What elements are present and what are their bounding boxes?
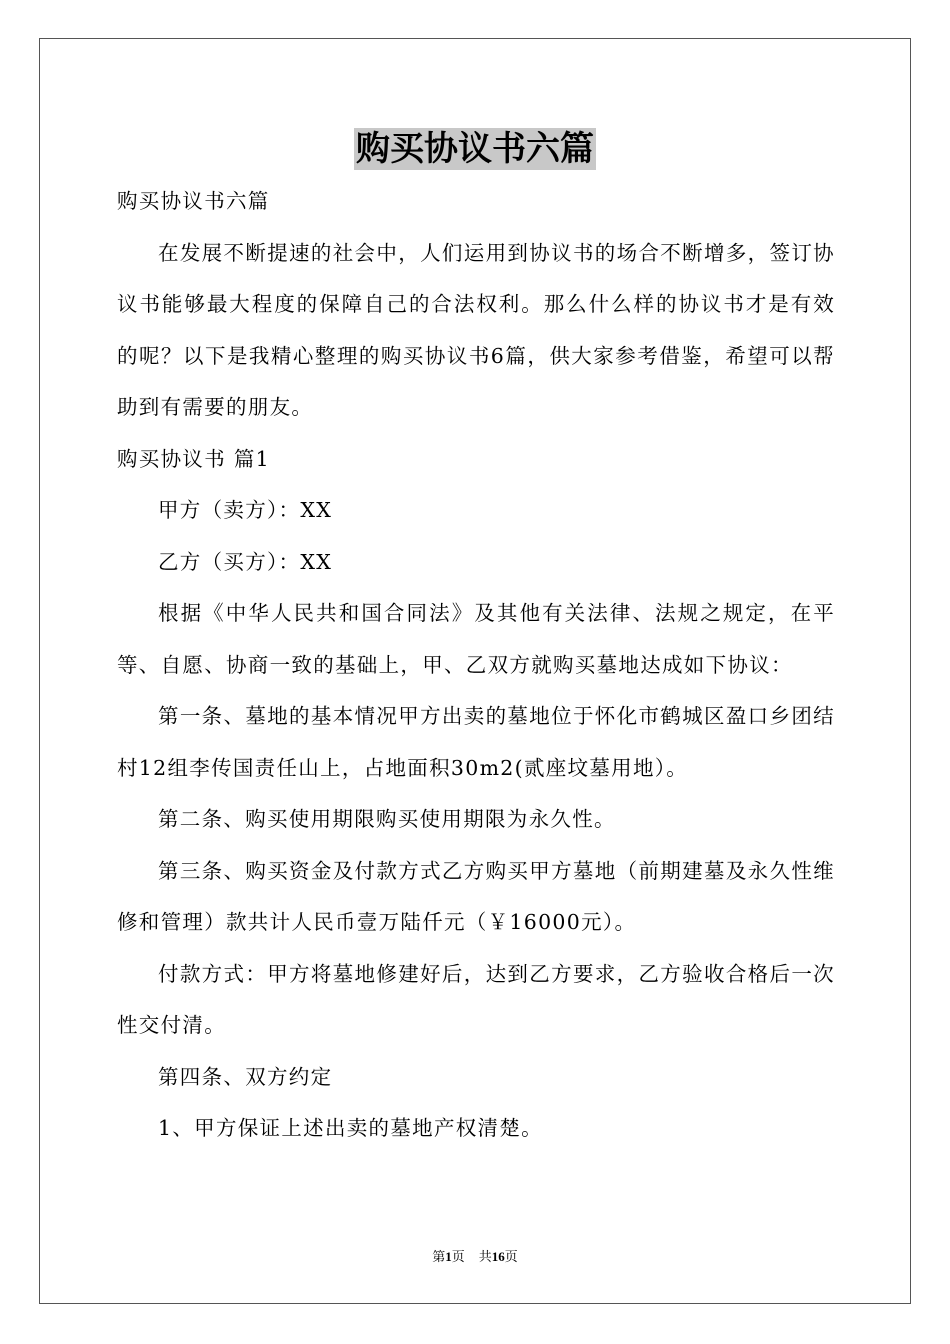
payment-method-paragraph: 付款方式：甲方将墓地修建好后，达到乙方要求，乙方验收合格后一次性交付清。 bbox=[117, 961, 835, 1037]
article-4-heading: 第四条、双方约定 bbox=[158, 1064, 333, 1089]
current-page-number: 1 bbox=[445, 1249, 452, 1264]
document-body bbox=[117, 176, 835, 1155]
article-1-paragraph: 第一条、墓地的基本情况甲方出卖的墓地位于怀化市鹤城区盈口乡团结村12组李传国责任山上，占地面积30m2(贰座坟墓用地）。 bbox=[117, 704, 835, 780]
page-suffix: 页 bbox=[451, 1249, 465, 1264]
basis-paragraph: 根据《中华人民共和国合同法》及其他有关法律、法规之规定，在平等、自愿、协商一致的基础上，甲、乙双方就购买墓地达成如下协议： bbox=[117, 601, 835, 677]
party-a-line: 甲方（卖方）：XX bbox=[158, 498, 333, 522]
total-suffix: 页 bbox=[504, 1249, 518, 1264]
intro-paragraph: 在发展不断提速的社会中，人们运用到协议书的场合不断增多，签订协议书能够最大程度的保障自己的合法权利。那么什么样的协议书才是有效的呢？以下是我精心整理的购买协议书6篇，供大家参考借鉴，希望可以帮助到有需要的朋友。 bbox=[117, 240, 835, 419]
total-page-number: 16 bbox=[491, 1249, 505, 1264]
document-title: 购买协议书六篇 bbox=[356, 129, 594, 169]
party-b-line: 乙方（买方）：XX bbox=[158, 549, 333, 574]
clause-1-paragraph: 1、甲方保证上述出卖的墓地产权清楚。 bbox=[158, 1116, 543, 1140]
section-heading: 购买协议书 篇1 bbox=[117, 446, 270, 471]
total-prefix: 共 bbox=[478, 1249, 492, 1264]
title-container bbox=[0, 128, 950, 170]
page-prefix: 第 bbox=[432, 1249, 446, 1264]
subtitle-paragraph: 购买协议书六篇 bbox=[117, 189, 270, 213]
page-footer bbox=[0, 1248, 950, 1267]
article-2-paragraph: 第二条、购买使用期限购买使用期限为永久性。 bbox=[158, 807, 616, 831]
article-3-paragraph: 第三条、购买资金及付款方式乙方购买甲方墓地（前期建墓及永久性维修和管理）款共计人民币壹万陆仟元（￥16000元）。 bbox=[117, 858, 835, 934]
